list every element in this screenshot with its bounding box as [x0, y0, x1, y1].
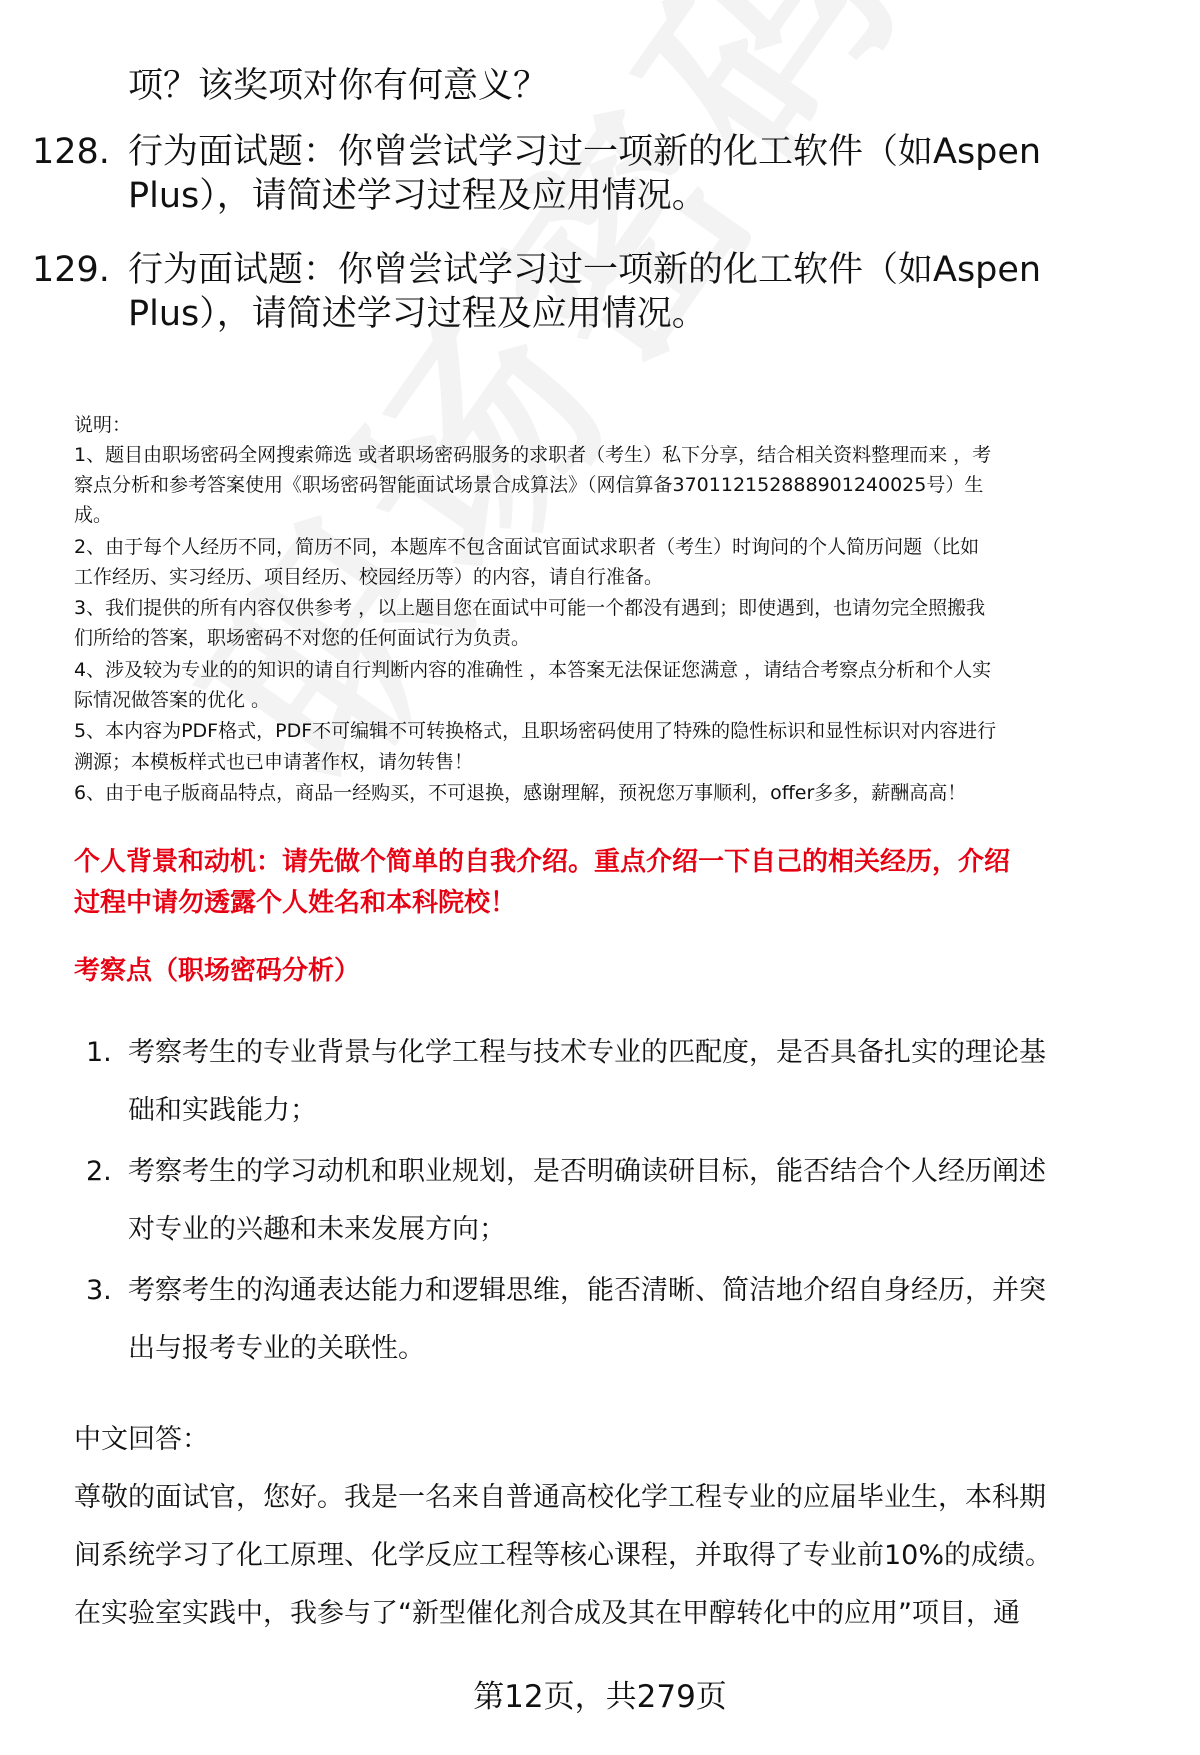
list-item-text: 出与报考专业的关联性。 [128, 1333, 425, 1364]
current-question-line: 过程中请勿透露个人姓名和本科院校！ [74, 888, 517, 918]
question-text-line: 行为面试题：你曾尝试学习过一项新的化工软件（如Aspen [128, 250, 1042, 290]
note-line: 5、本内容为PDF格式，PDF不可编辑不可转换格式，且职场密码使用了特殊的隐性标识和显性标识对内容进行 [74, 720, 997, 742]
question-number: 129. [32, 250, 110, 290]
note-line: 3、我们提供的所有内容仅供参考 ，以上题目您在面试中可能一个都没有遇到；即使遇到，也请勿完全照搬我 [74, 597, 986, 619]
question-text-line: Plus），请简述学习过程及应用情况。 [128, 176, 707, 216]
question-text-line: Plus），请简述学习过程及应用情况。 [128, 294, 707, 334]
note-line: 1、题目由职场密码全网搜索筛选 或者职场密码服务的求职者（考生）私下分享，结合相关资料整理而来 ，考 [74, 444, 992, 466]
previous-question-tail: 项？该奖项对你有何意义？ [128, 66, 549, 106]
assessment-heading: 考察点（职场密码分析） [74, 956, 361, 986]
note-line: 察点分析和参考答案使用《职场密码智能面试场景合成算法》（网信算备370112152888901240025号）生 [74, 474, 984, 496]
list-item-text: 考察考生的学习动机和职业规划，是否明确读研目标，能否结合个人经历阐述 [128, 1156, 1046, 1187]
question-text-line: 行为面试题：你曾尝试学习过一项新的化工软件（如Aspen [128, 132, 1042, 172]
note-line: 6、由于电子版商品特点，商品一经购买，不可退换，感谢理解，预祝您万事顺利，offer多多，薪酬高高！ [74, 782, 967, 804]
answer-label: 中文回答： [74, 1424, 209, 1455]
answer-line: 在实验室实践中，我参与了“新型催化剂合成及其在甲醇转化中的应用”项目，通 [74, 1598, 1020, 1629]
notes-title: 说明： [74, 414, 132, 436]
list-item-text: 础和实践能力； [128, 1095, 317, 1126]
note-line: 工作经历、实习经历、项目经历、校园经历等）的内容，请自行准备。 [74, 566, 664, 588]
note-line: 溯源；本模板样式也已申请著作权，请勿转售！ [74, 751, 474, 773]
current-question-line: 个人背景和动机：请先做个简单的自我介绍。重点介绍一下自己的相关经历，介绍 [74, 847, 1011, 877]
page-footer: 第12页，共279页 [473, 1679, 727, 1715]
list-item-number: 3. [86, 1275, 112, 1306]
list-item-text: 考察考生的沟通表达能力和逻辑思维，能否清晰、简洁地介绍自身经历，并突 [128, 1275, 1046, 1306]
note-line: 们所给的答案，职场密码不对您的任何面试行为负责。 [74, 627, 531, 649]
note-line: 4、涉及较为专业的的知识的请自行判断内容的准确性 ，本答案无法保证您满意 ，请结合考察点分析和个人实 [74, 659, 992, 681]
note-line: 际情况做答案的优化 。 [74, 689, 271, 711]
list-item-text: 考察考生的专业背景与化学工程与技术专业的匹配度，是否具备扎实的理论基 [128, 1037, 1046, 1068]
question-number: 128. [32, 132, 110, 172]
answer-line: 尊敬的面试官，您好。我是一名来自普通高校化学工程专业的应届毕业生，本科期 [74, 1482, 1046, 1513]
list-item-number: 1. [86, 1037, 112, 1068]
list-item-text: 对专业的兴趣和未来发展方向； [128, 1214, 506, 1245]
answer-line: 间系统学习了化工原理、化学反应工程等核心课程，并取得了专业前10%的成绩。 [74, 1540, 1053, 1571]
note-line: 2、由于每个人经历不同，简历不同，本题库不包含面试官面试求职者（考生）时询问的个人简历问题（比如 [74, 536, 980, 558]
list-item-number: 2. [86, 1156, 112, 1187]
note-line: 成。 [74, 504, 113, 526]
